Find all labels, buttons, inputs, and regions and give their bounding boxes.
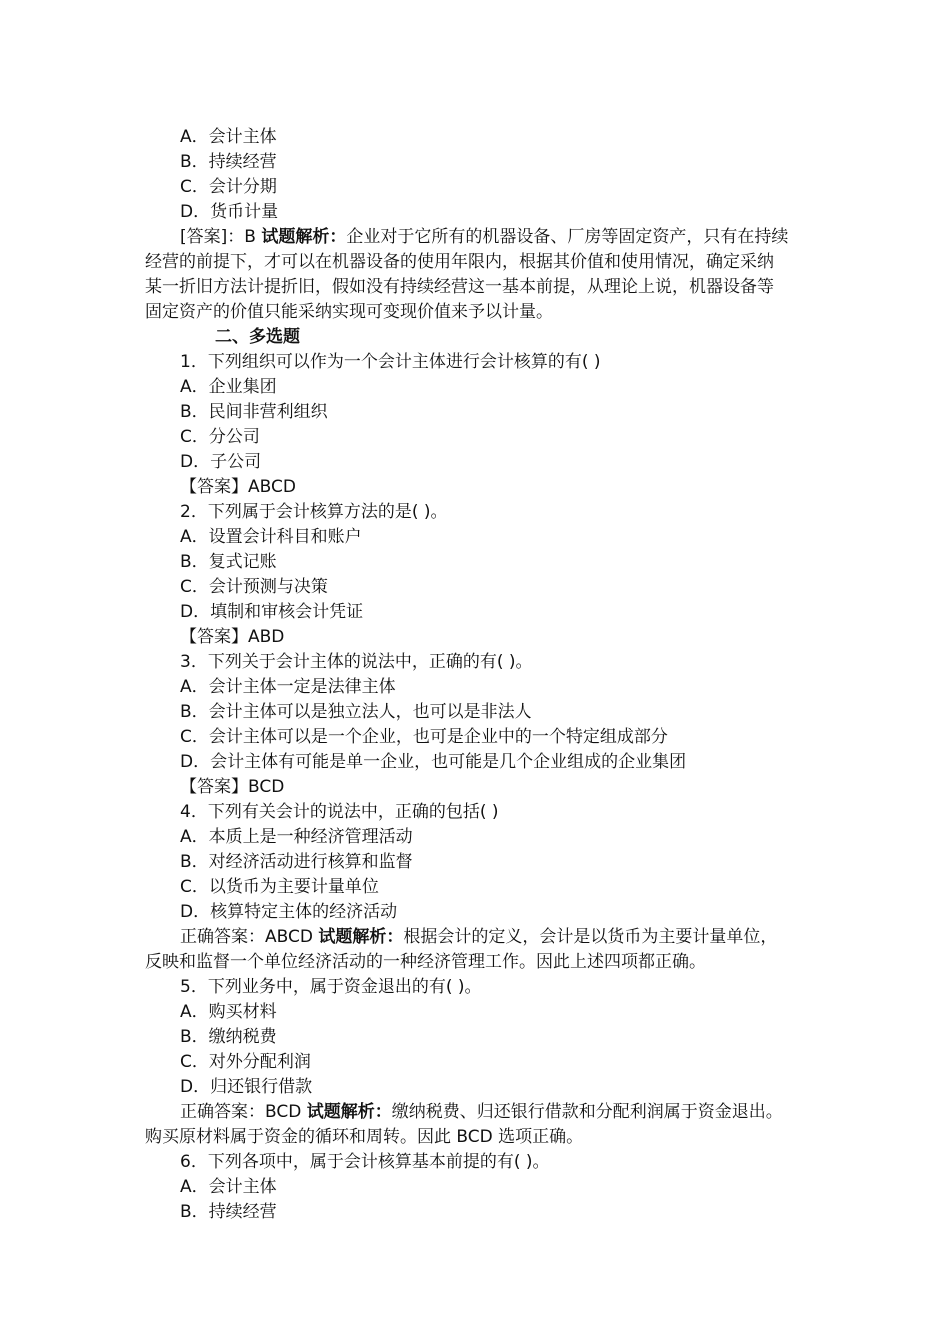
q2-option-b: B．复式记账: [180, 552, 277, 572]
q5-answer-line: [180, 1100, 783, 1125]
option-b: B．持续经营: [180, 152, 277, 172]
question-4: 4．下列有关会计的说法中，正确的包括( ): [180, 802, 499, 822]
question-2: 2．下列属于会计核算方法的是( )。: [180, 502, 448, 522]
q5-analysis-text-line: 购买原材料属于资金的循环和周转。因此 BCD 选项正确。: [145, 1127, 584, 1147]
question-6: 6．下列各项中，属于会计核算基本前提的有( )。: [180, 1152, 550, 1172]
q4-option-a: A．本质上是一种经济管理活动: [180, 827, 413, 847]
q4-analysis-text: 根据会计的定义，会计是以货币为主要计量单位，: [403, 927, 778, 947]
q4-analysis-label: 试题解析：: [318, 927, 404, 947]
q3-answer: 【答案】BCD: [180, 777, 285, 797]
question-1: 1．下列组织可以作为一个会计主体进行会计核算的有( ): [180, 352, 601, 372]
q5-option-b: B．缴纳税费: [180, 1027, 277, 1047]
q5-option-c: C．对外分配利润: [180, 1052, 311, 1072]
q5-option-a: A．购买材料: [180, 1002, 277, 1022]
analysis-text-line: 经营的前提下，才可以在机器设备的使用年限内，根据其价值和使用情况，确定采纳: [145, 252, 774, 272]
option-c: C．会计分期: [180, 177, 277, 197]
q1-answer: 【答案】ABCD: [180, 477, 296, 497]
q1-option-d: D．子公司: [180, 452, 262, 472]
option-a: A．会计主体: [180, 127, 277, 147]
q2-option-a: A．设置会计科目和账户: [180, 527, 362, 547]
q5-option-d: D．归还银行借款: [180, 1077, 313, 1097]
q2-option-d: D．填制和审核会计凭证: [180, 602, 364, 622]
question-3: 3．下列关于会计主体的说法中，正确的有( )。: [180, 652, 533, 672]
answer-prefix: [答案]：B: [180, 227, 262, 247]
analysis-text: 企业对于它所有的机器设备、厂房等固定资产，只有在持续: [346, 227, 789, 247]
q1-option-c: C．分公司: [180, 427, 260, 447]
question-5: 5．下列业务中，属于资金退出的有( )。: [180, 977, 482, 997]
q4-answer-line: [180, 925, 777, 950]
q2-answer: 【答案】ABD: [180, 627, 285, 647]
q4-option-d: D．核算特定主体的经济活动: [180, 902, 398, 922]
answer-analysis-line: [180, 225, 788, 250]
q3-option-d: D．会计主体有可能是单一企业，也可能是几个企业组成的企业集团: [180, 752, 687, 772]
q6-option-b: B．持续经营: [180, 1202, 277, 1222]
option-d: D．货币计量: [180, 202, 279, 222]
q4-answer-prefix: 正确答案：ABCD: [180, 927, 319, 947]
section-heading: 二、多选题: [215, 327, 300, 347]
analysis-text-line: 固定资产的价值只能采纳实现可变现价值来予以计量。: [145, 302, 553, 322]
q5-analysis-label: 试题解析：: [306, 1102, 392, 1122]
q4-option-b: B．对经济活动进行核算和监督: [180, 852, 413, 872]
analysis-label: 试题解析：: [261, 227, 347, 247]
q1-option-a: A．企业集团: [180, 377, 277, 397]
q5-analysis-text: 缴纳税费、归还银行借款和分配利润属于资金退出。: [391, 1102, 783, 1122]
q6-option-a: A．会计主体: [180, 1177, 277, 1197]
q3-option-b: B．会计主体可以是独立法人，也可以是非法人: [180, 702, 532, 722]
analysis-text-line: 某一折旧方法计提折旧，假如没有持续经营这一基本前提，从理论上说，机器设备等: [145, 277, 774, 297]
q4-option-c: C．以货币为主要计量单位: [180, 877, 379, 897]
q3-option-a: A．会计主体一定是法律主体: [180, 677, 396, 697]
q3-option-c: C．会计主体可以是一个企业，也可是企业中的一个特定组成部分: [180, 727, 668, 747]
q2-option-c: C．会计预测与决策: [180, 577, 328, 597]
q4-analysis-text-line: 反映和监督一个单位经济活动的一种经济管理工作。因此上述四项都正确。: [145, 952, 706, 972]
q5-answer-prefix: 正确答案：BCD: [180, 1102, 307, 1122]
q1-option-b: B．民间非营利组织: [180, 402, 328, 422]
